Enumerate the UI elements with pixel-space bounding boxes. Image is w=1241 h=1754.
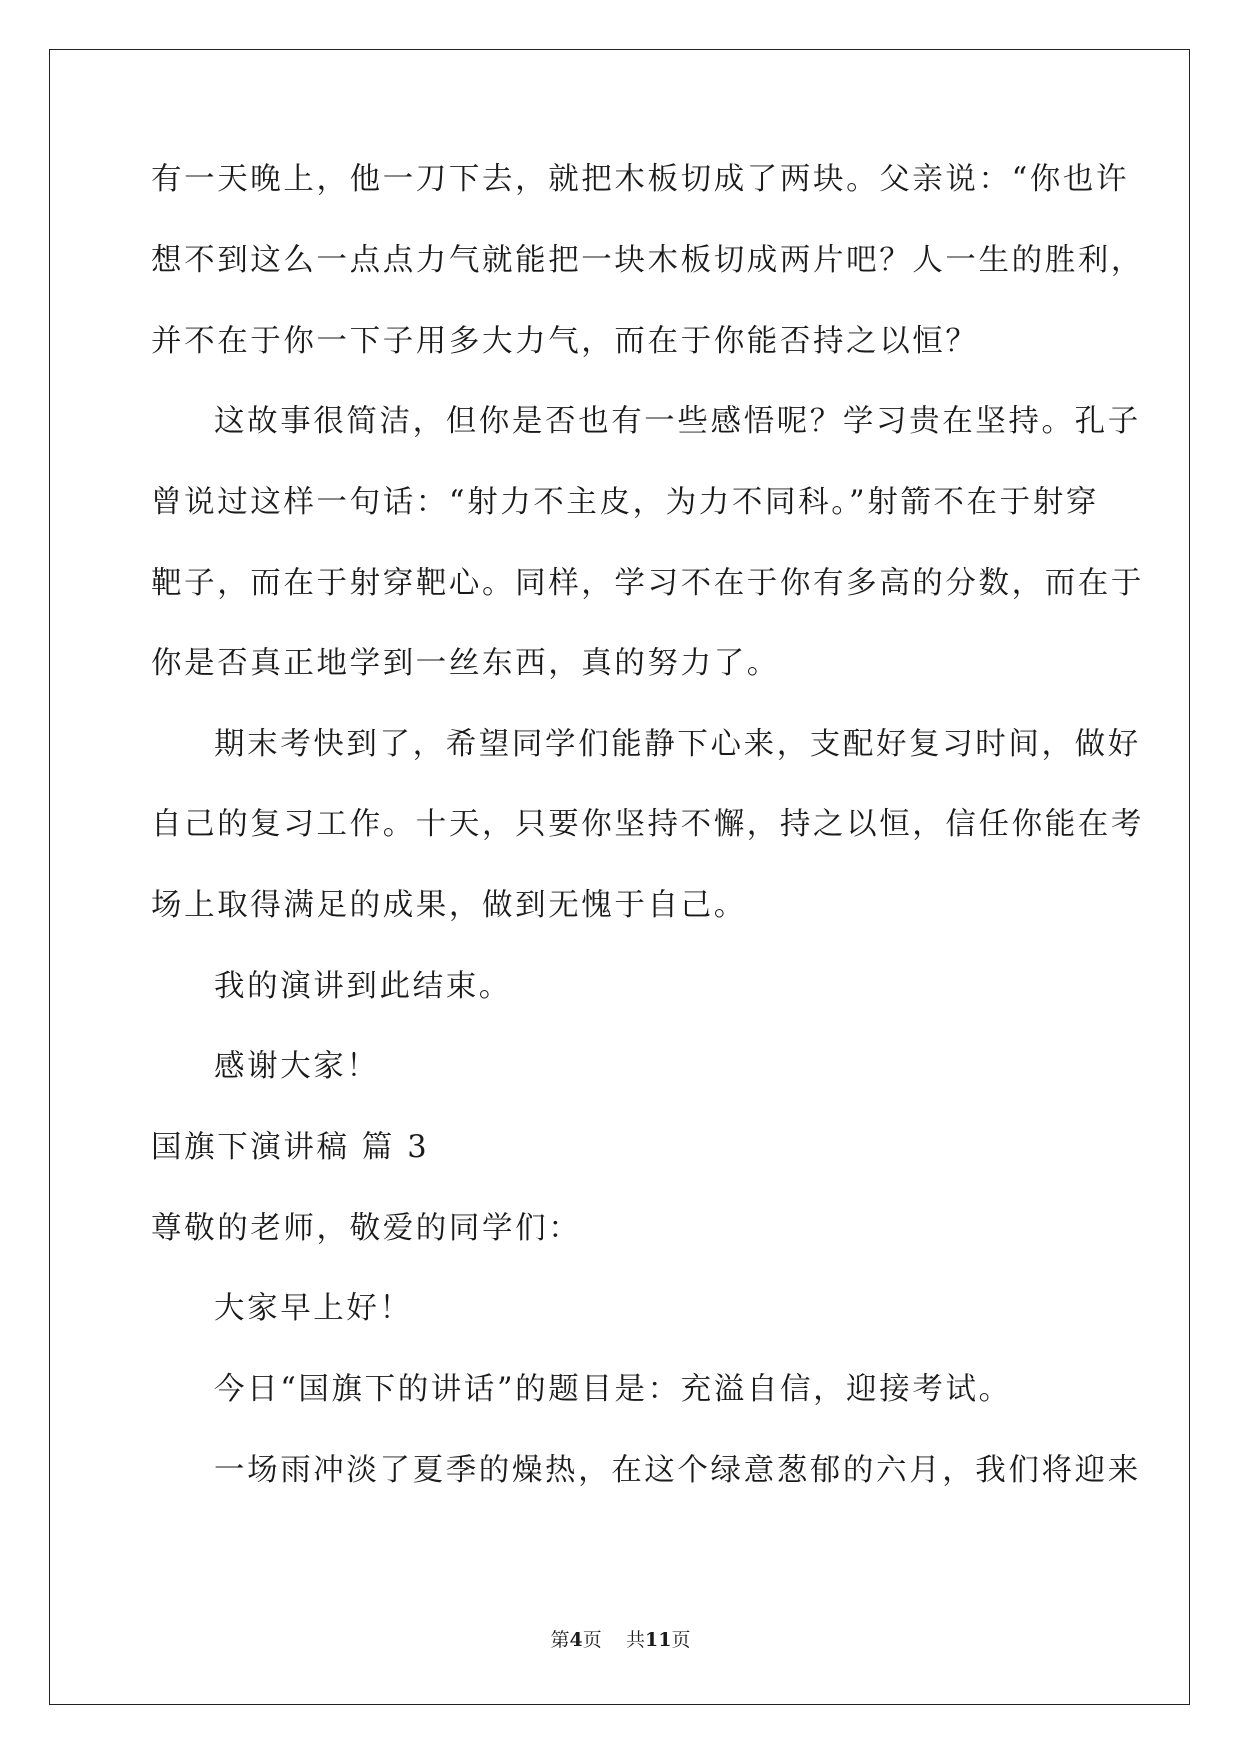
- total-pages: 11: [644, 1629, 672, 1651]
- paragraph-line: 并不在于你一下子用多大力气，而在于你能否持之以恒？: [151, 324, 979, 359]
- section-heading: 国旗下演讲稿 篇 3: [151, 1130, 430, 1165]
- paragraph-line: 感谢大家！: [214, 1049, 380, 1084]
- paragraph-line: 场上取得满足的成果，做到无愧于自己。: [151, 888, 747, 923]
- paragraph-line: 自己的复习工作。十天，只要你坚持不懈，持之以恒，信任你能在考: [151, 807, 1144, 842]
- paragraph-line: 有一天晚上，他一刀下去，就把木板切成了两块。父亲说：“你也许: [151, 162, 1130, 197]
- page-footer: [0, 1628, 1241, 1652]
- total-prefix: 共: [625, 1629, 645, 1651]
- paragraph-line: 靶子，而在于射穿靶心。同样，学习不在于你有多高的分数，而在于: [151, 566, 1144, 601]
- salutation: 尊敬的老师，敬爱的同学们：: [151, 1211, 582, 1246]
- total-suffix: 页: [671, 1629, 691, 1651]
- greeting: 大家早上好！: [214, 1291, 413, 1326]
- page-prefix: 第: [550, 1629, 570, 1651]
- paragraph-line: 曾说过这样一句话：“射力不主皮，为力不同科。”射箭不在于射穿: [151, 485, 1099, 520]
- paragraph-line: 一场雨冲淡了夏季的燥热，在这个绿意葱郁的六月，我们将迎来: [214, 1453, 1141, 1488]
- paragraph-line: 期末考快到了，希望同学们能静下心来，支配好复习时间，做好: [214, 727, 1141, 762]
- page-number: 4: [569, 1629, 583, 1651]
- paragraph-line: 这故事很简洁，但你是否也有一些感悟呢？学习贵在坚持。孔子: [214, 404, 1141, 439]
- page-suffix: 页: [582, 1629, 602, 1651]
- paragraph-line: 想不到这么一点点力气就能把一块木板切成两片吧？人一生的胜利，: [151, 243, 1144, 278]
- paragraph-line: 今日“国旗下的讲话”的题目是：充溢自信，迎接考试。: [214, 1372, 1012, 1407]
- paragraph-line: 你是否真正地学到一丝东西，真的努力了。: [151, 646, 780, 681]
- paragraph-line: 我的演讲到此结束。: [214, 969, 512, 1004]
